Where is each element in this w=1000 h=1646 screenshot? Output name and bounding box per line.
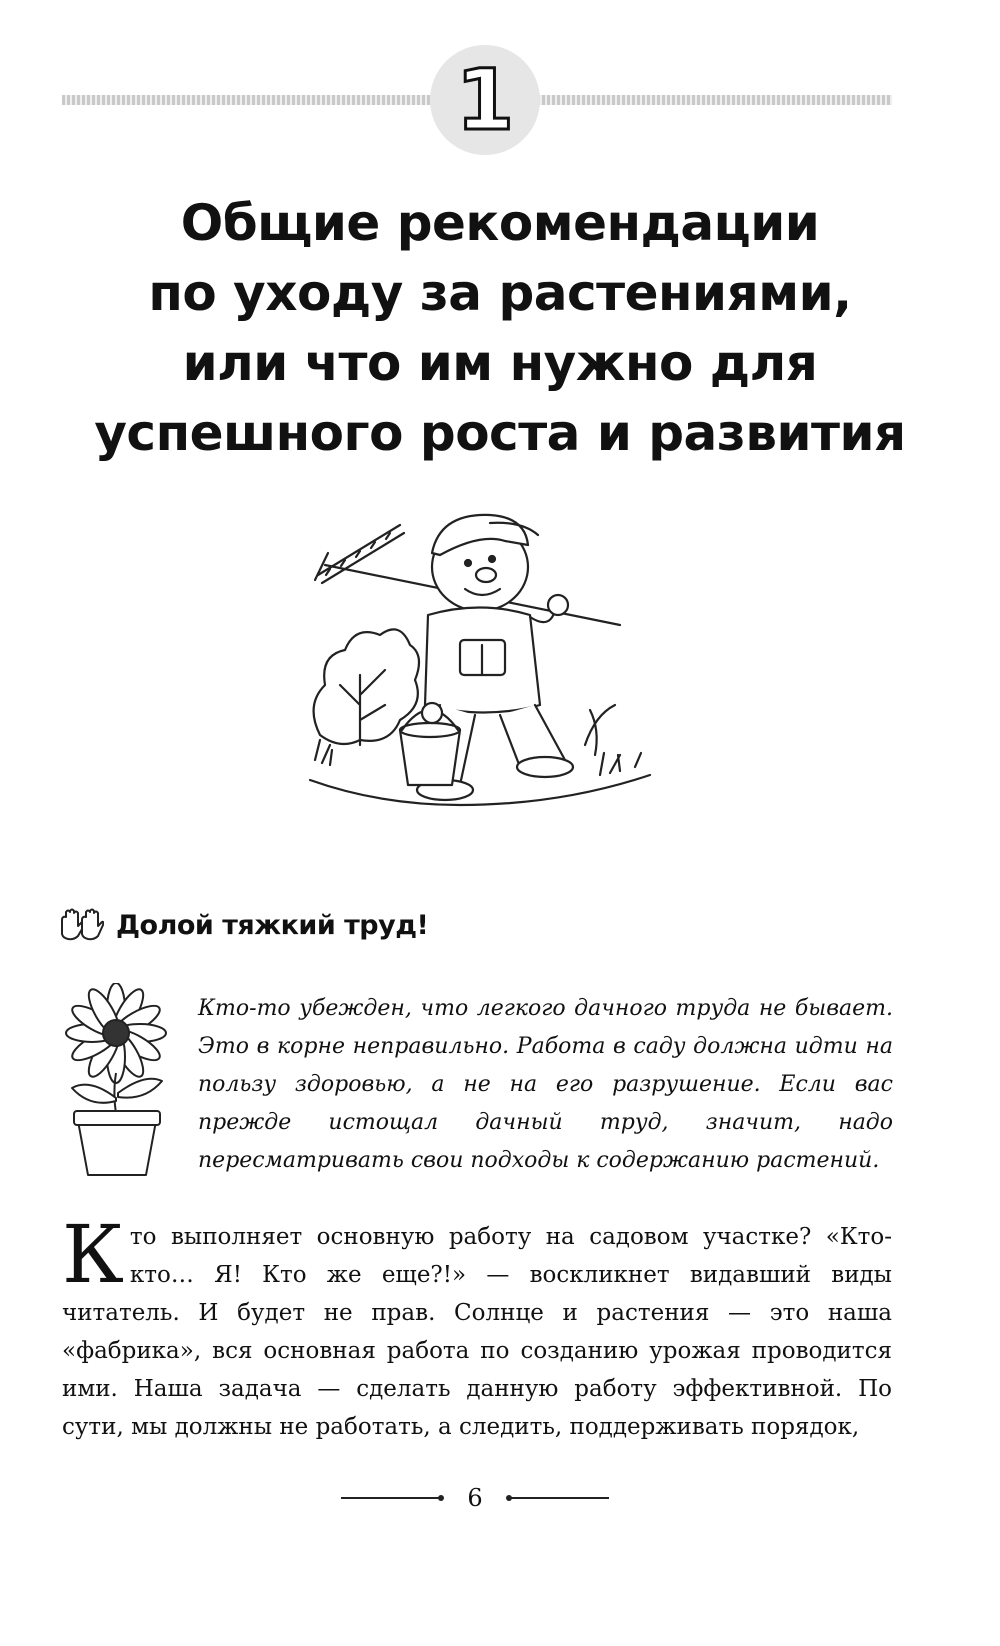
title-line: Общие рекомендации [180,194,820,252]
footer-rule-right [509,1497,609,1499]
page-number: 6 [467,1484,483,1512]
gardener-illustration [300,505,670,835]
chapter-title [40,188,960,468]
hands-icon [58,908,104,942]
body-text: то выполняет основную работу на садовом участке? «Кто-кто… Я! Кто же еще?!» — воскликнет видавший виды читатель. И будет не прав. Солнце и растения — это наша «фабрика», вся основная работа по созданию урожая проводится ими. Наша задача — сделать данную работу эффективной. По сути, мы должны не работать, а следить, поддерживать порядок, [62,1224,892,1440]
intro-paragraph: Кто-то убежден, что легкого дачного труда не бывает. Это в корне неправильно. Работа в саду должна идти на пользу здоровью, а не на его разрушение. Если вас прежде истощал дачный труд, значит, надо пересматривать свои подходы к содержанию растений. [198,996,893,1173]
drop-cap: К [62,1208,124,1301]
flower-pot-illustration [60,983,172,1181]
body-paragraph [62,1208,892,1446]
title-line: успешного роста и развития [94,404,906,462]
title-line: или что им нужно для [182,334,818,392]
section-title: Долой тяжкий труд! [116,909,429,941]
section-header [58,900,428,950]
title-line: по уходу за растениями, [148,264,852,322]
page-footer [330,1478,620,1518]
footer-rule-left [341,1497,441,1499]
chapter-number: 1 [455,51,515,149]
